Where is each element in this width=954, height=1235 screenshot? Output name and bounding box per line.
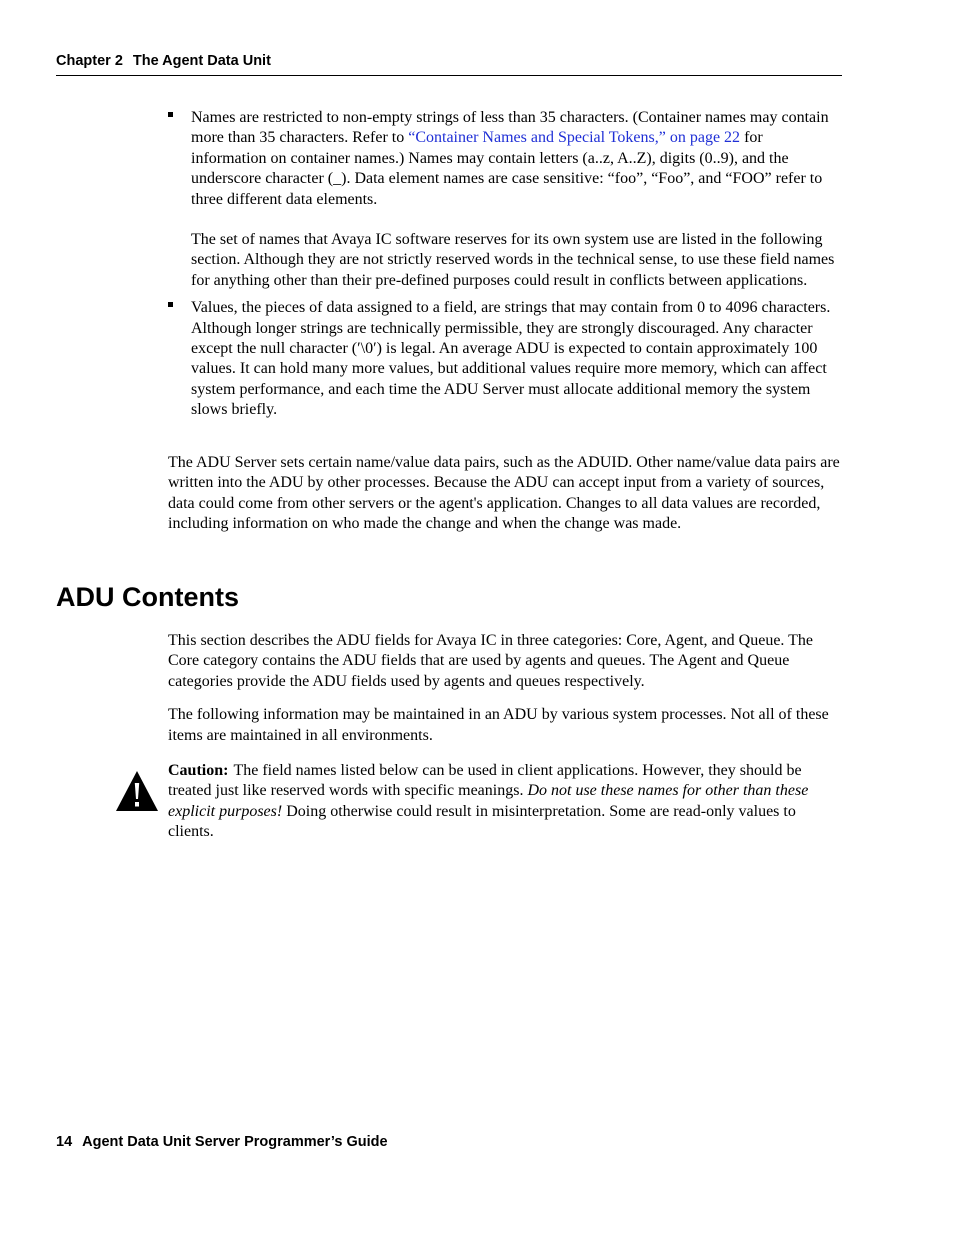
warning-triangle-icon bbox=[115, 770, 159, 812]
caution-text: The field names listed below can be used in client applications. However, they should be treated just like reserved words with specific meanings. bbox=[168, 762, 802, 800]
section-heading: ADU Contents bbox=[56, 582, 239, 612]
bullet-list bbox=[168, 108, 840, 421]
container-names-link[interactable]: “Container Names and Special Tokens,” on page 22 bbox=[408, 129, 741, 147]
section-body bbox=[168, 631, 840, 746]
bullet-square-icon bbox=[168, 112, 173, 117]
bullet-paragraph: Values, the pieces of data assigned to a field, are strings that may contain from 0 to 4096 characters. Although longer strings are technically permissible, they are strongly discouraged. Any character except the null character (′\0′) is legal. An average ADU is expected to contain approximately 100 values. It can hold many more values, but additional values require more memory, which can affect system performance, and each time the ADU Server must allocate additional memory the system slows briefly. bbox=[191, 299, 831, 419]
section-paragraph: The following information may be maintained in an ADU by various system processes. Not all of these items are maintained in all environments. bbox=[168, 706, 829, 744]
running-footer bbox=[56, 1133, 388, 1151]
adu-server-paragraph: The ADU Server sets certain name/value data pairs, such as the ADUID. Other name/value data pairs are written into the ADU by other processes. Because the ADU can accept input from a variety of sources, data could come from other servers or the agent's application. Changes to all data values are recorded, including information on who made the change and when the change was made. bbox=[168, 454, 840, 533]
bullet-square-icon bbox=[168, 302, 173, 307]
caution-note bbox=[168, 761, 840, 843]
list-item bbox=[168, 108, 840, 291]
caution-label: Caution: bbox=[168, 762, 229, 779]
bullet-paragraph: The set of names that Avaya IC software reserves for its own system use are listed in the following section. Although they are not strictly reserved words in the technical sense, to use these field names for anything other than their pre-defined purposes could result in conflicts between applications. bbox=[191, 231, 835, 289]
bullet-text: for information on container names.) Names may contain letters (a..z, A..Z), digits (0..9), and the underscore character (_). Data element names are case sensitive: “foo”, “Foo”, and “FOO” refer to three different data elements. bbox=[191, 129, 823, 208]
bullet-paragraph bbox=[191, 108, 840, 210]
page-number: 14 bbox=[56, 1134, 73, 1150]
section-paragraph: This section describes the ADU fields for Avaya IC in three categories: Core, Agent, and Queue. The Core category contains the ADU fields that are used by agents and queues. The Agent and Queue categories provide the ADU fields used by agents and queues respectively. bbox=[168, 632, 813, 690]
book-title: Agent Data Unit Server Programmer’s Guide bbox=[82, 1134, 388, 1150]
caution-emphasis: Do not use these names for other than these explicit purposes! bbox=[168, 782, 809, 820]
running-header bbox=[56, 52, 842, 76]
caution-text: Doing otherwise could result in misinterpretation. Some are read-only values to clients. bbox=[168, 802, 796, 841]
chapter-title: The Agent Data Unit bbox=[132, 53, 271, 69]
list-item bbox=[168, 298, 840, 420]
bullet-text: Names are restricted to non-empty strings of less than 35 characters. (Container names may contain more than 35 characters. Refer to bbox=[191, 109, 829, 147]
chapter-label: Chapter 2 bbox=[56, 53, 123, 69]
